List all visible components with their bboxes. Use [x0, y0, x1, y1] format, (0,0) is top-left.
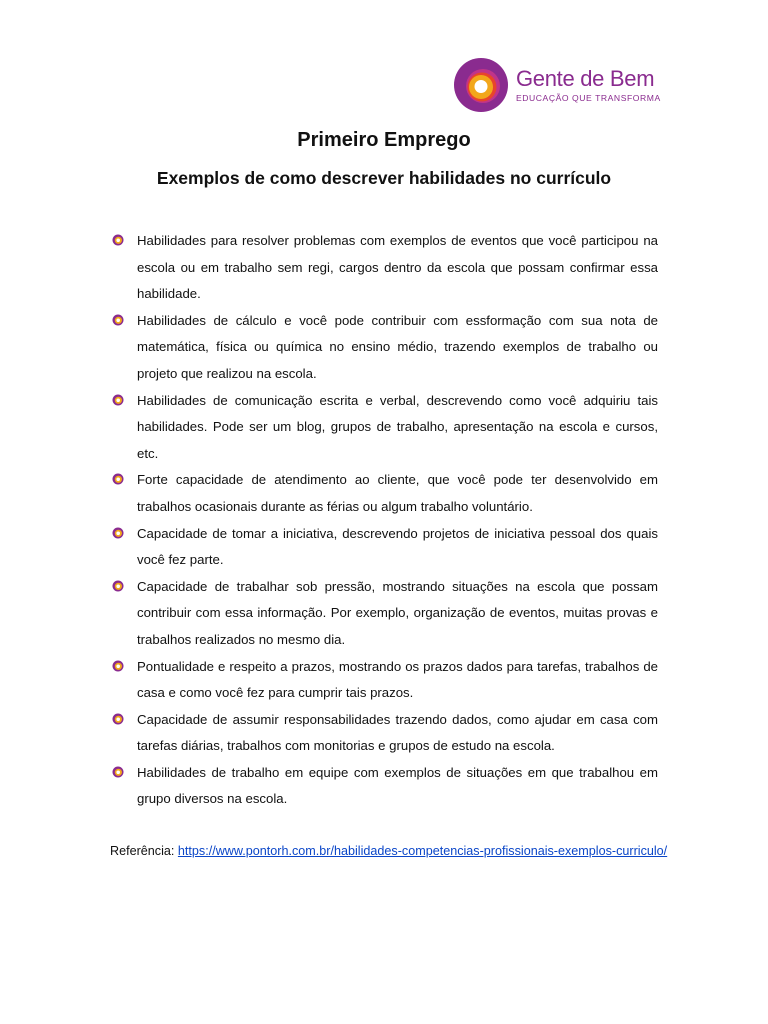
list-item-text: Habilidades de comunicação escrita e verbal, descrevendo como você adquiriu tais habilidades. Pode ser um blog, grupos de trabalho, apresentação na escola e cursos, etc. [137, 392, 658, 461]
list-item-text: Capacidade de trabalhar sob pressão, mostrando situações na escola que possam contribuir com essa informação. Por exemplo, organização de eventos, muitas provas e trabalhos realizados no mesmo dia. [137, 578, 658, 647]
skills-list [112, 228, 658, 813]
ring-bullet-icon [112, 394, 124, 406]
list-item [112, 228, 658, 308]
list-item [112, 654, 658, 707]
ring-bullet-icon [112, 580, 124, 592]
list-item [112, 388, 658, 468]
ring-bullet-icon [112, 660, 124, 672]
ring-bullet-icon [112, 234, 124, 246]
ring-bullet-icon [112, 713, 124, 725]
list-item [112, 760, 658, 813]
list-item [112, 308, 658, 388]
ring-bullet-icon [112, 473, 124, 485]
list-item-text: Capacidade de tomar a iniciativa, descrevendo projetos de iniciativa pessoal dos quais você fez parte. [137, 525, 658, 568]
ring-bullet-icon [112, 527, 124, 539]
list-item-text: Capacidade de assumir responsabilidades trazendo dados, como ajudar em casa com tarefas diárias, trabalhos com monitorias e grupos de estudo na escola. [137, 711, 658, 754]
list-item-text: Habilidades para resolver problemas com exemplos de eventos que você participou na escola ou em trabalho sem regi, cargos dentro da escola que possam confirmar essa habilidade. [137, 233, 658, 302]
reference-label: Referência: [110, 844, 175, 858]
reference-link[interactable]: https://www.pontorh.com.br/habilidades-competencias-profissionais-exemplos-curriculo/ [177, 844, 668, 858]
list-item-text: Habilidades de trabalho em equipe com exemplos de situações em que trabalhou em grupo diversos na escola. [137, 764, 658, 807]
logo-ring-icon [452, 56, 510, 114]
logo-tagline: EDUCAÇÃO QUE TRANSFORMA [516, 93, 661, 103]
ring-bullet-icon [112, 766, 124, 778]
reference [110, 843, 670, 860]
ring-bullet-icon [112, 314, 124, 326]
list-item [112, 521, 658, 574]
list-item-text: Pontualidade e respeito a prazos, mostrando os prazos dados para tarefas, trabalhos de casa e como você fez para cumprir tais prazos. [137, 658, 658, 701]
list-item-text: Habilidades de cálculo e você pode contribuir com essformação com sua nota de matemática, física ou química no ensino médio, trazendo exemplos de trabalho ou projeto que realizou na escola. [137, 312, 658, 381]
page-title: Primeiro Emprego [297, 129, 471, 151]
logo-name: Gente de Bem [516, 66, 655, 91]
gente-de-bem-logo [452, 56, 662, 116]
list-item [112, 574, 658, 654]
list-item-text: Forte capacidade de atendimento ao cliente, que você pode ter desenvolvido em trabalhos ocasionais durante as férias ou algum trabalho voluntário. [137, 472, 658, 514]
list-item [112, 467, 658, 520]
page-subtitle: Exemplos de como descrever habilidades no currículo [156, 168, 612, 188]
list-item [112, 707, 658, 760]
